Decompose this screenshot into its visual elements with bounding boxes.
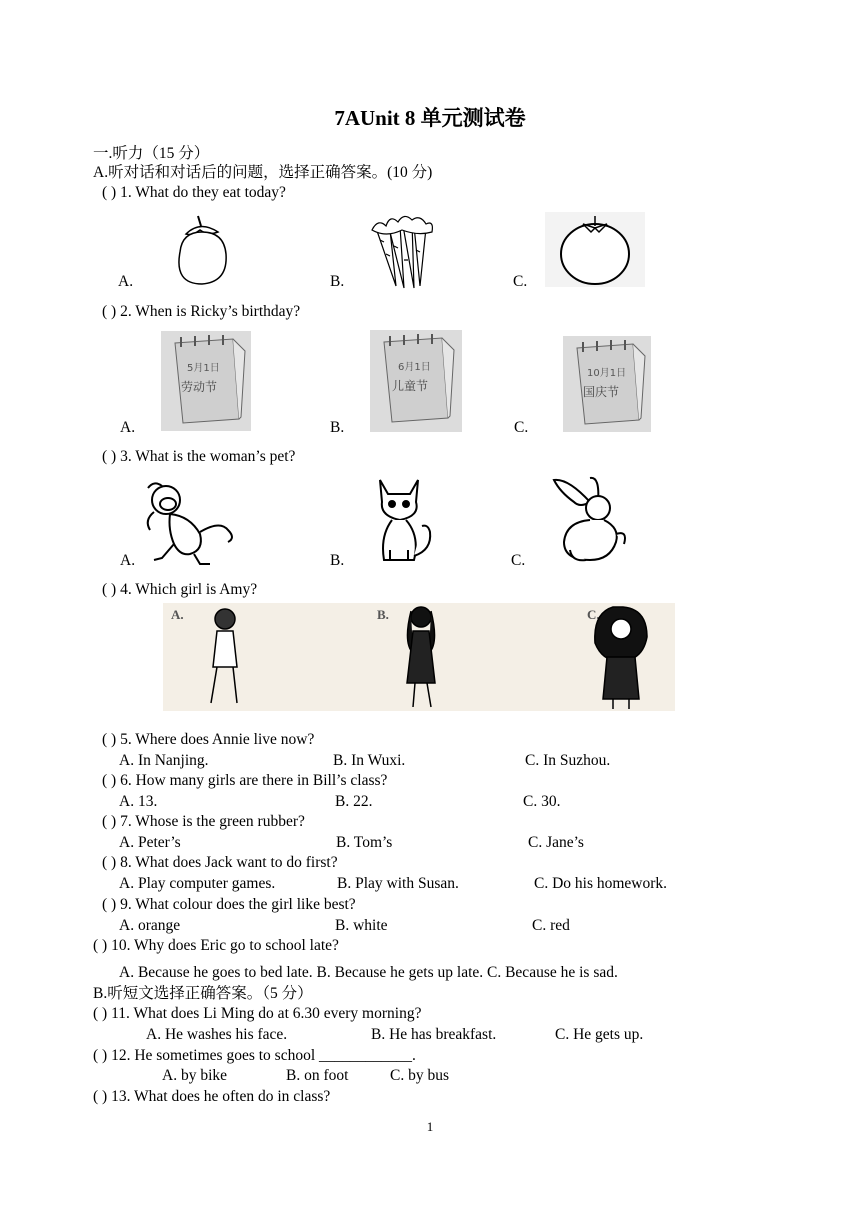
option-label: A. xyxy=(118,273,134,290)
calendar-june-image xyxy=(370,330,462,432)
option-b: B. Tom’s xyxy=(336,834,393,851)
option-label: B. xyxy=(330,552,345,569)
option-a: A. by bike xyxy=(162,1067,228,1084)
image-label: A. xyxy=(171,607,184,622)
calendar-date: 5月1日 xyxy=(187,363,220,374)
question-13: ( ) 13. What does he often do in class? xyxy=(93,1088,331,1105)
page-title: 7AUnit 8 单元测试卷 xyxy=(334,106,526,130)
option-label: A. xyxy=(120,419,136,436)
option-b: B. In Wuxi. xyxy=(333,752,406,769)
option-b: B. on foot xyxy=(286,1067,349,1084)
option-c: C. by bus xyxy=(390,1067,449,1084)
option-a: A. Play computer games. xyxy=(119,875,276,892)
question-10: ( ) 10. Why does Eric go to school late? xyxy=(93,937,339,954)
question-10-options: A. Because he goes to bed late. B. Because he gets up late. C. Because he is sad. xyxy=(119,964,618,981)
question-3: ( ) 3. What is the woman’s pet? xyxy=(102,448,296,465)
question-8: ( ) 8. What does Jack want to do first? xyxy=(102,854,338,871)
option-a: A. Peter’s xyxy=(119,834,181,851)
calendar-date: 6月1日 xyxy=(398,362,431,373)
option-c: C. Do his homework. xyxy=(534,875,668,892)
monkey-image xyxy=(140,480,240,568)
cat-image xyxy=(370,476,436,568)
option-a: A. orange xyxy=(119,917,181,934)
option-b: B. white xyxy=(335,917,388,934)
option-c: C. red xyxy=(532,917,570,934)
question-11: ( ) 11. What does Li Ming do at 6.30 every morning? xyxy=(93,1005,422,1022)
option-a: A. In Nanjing. xyxy=(119,752,209,769)
option-c: C. 30. xyxy=(523,793,561,810)
calendar-date: 10月1日 xyxy=(587,368,627,379)
option-c: C. In Suzhou. xyxy=(525,752,611,769)
question-4: ( ) 4. Which girl is Amy? xyxy=(102,581,258,598)
option-label: B. xyxy=(330,419,345,436)
option-c: C. He gets up. xyxy=(555,1026,644,1043)
question-12: ( ) 12. He sometimes goes to school ____________. xyxy=(93,1047,416,1064)
rabbit-image xyxy=(550,472,634,566)
option-label: C. xyxy=(511,552,526,569)
page-number: 1 xyxy=(426,1119,434,1134)
question-9: ( ) 9. What colour does the girl like best? xyxy=(102,896,356,913)
section-heading: 一.听力（15 分） xyxy=(93,145,210,162)
option-c: C. Jane’s xyxy=(528,834,584,851)
option-b: B. He has breakfast. xyxy=(371,1026,497,1043)
eggplant-image xyxy=(168,212,232,287)
part-b-instruction: B.听短文选择正确答案。（5 分） xyxy=(93,985,313,1002)
calendar-holiday: 儿童节 xyxy=(392,379,429,393)
carrots-image xyxy=(368,210,440,290)
part-a-instruction: A.听对话和对话后的问题，选择正确答案。(10 分) xyxy=(93,164,433,181)
calendar-holiday: 劳动节 xyxy=(181,380,218,394)
question-6: ( ) 6. How many girls are there in Bill’s class? xyxy=(102,772,388,789)
girls-image xyxy=(163,603,675,711)
option-a: A. He washes his face. xyxy=(146,1026,288,1043)
option-label: C. xyxy=(514,419,529,436)
calendar-october-image xyxy=(563,336,651,432)
tomato-image xyxy=(545,212,645,287)
question-1: ( ) 1. What do they eat today? xyxy=(102,184,286,201)
question-2: ( ) 2. When is Ricky’s birthday? xyxy=(102,303,301,320)
option-label: C. xyxy=(513,273,528,290)
option-b: B. 22. xyxy=(335,793,373,810)
option-b: B. Play with Susan. xyxy=(337,875,459,892)
option-label: B. xyxy=(330,273,345,290)
option-label: A. xyxy=(120,552,136,569)
calendar-holiday: 国庆节 xyxy=(583,385,620,399)
image-label: B. xyxy=(377,607,389,622)
calendar-may-image xyxy=(161,331,251,431)
image-label: C. xyxy=(587,607,600,622)
option-a: A. 13. xyxy=(119,793,158,810)
question-5: ( ) 5. Where does Annie live now? xyxy=(102,731,315,748)
question-7: ( ) 7. Whose is the green rubber? xyxy=(102,813,305,830)
